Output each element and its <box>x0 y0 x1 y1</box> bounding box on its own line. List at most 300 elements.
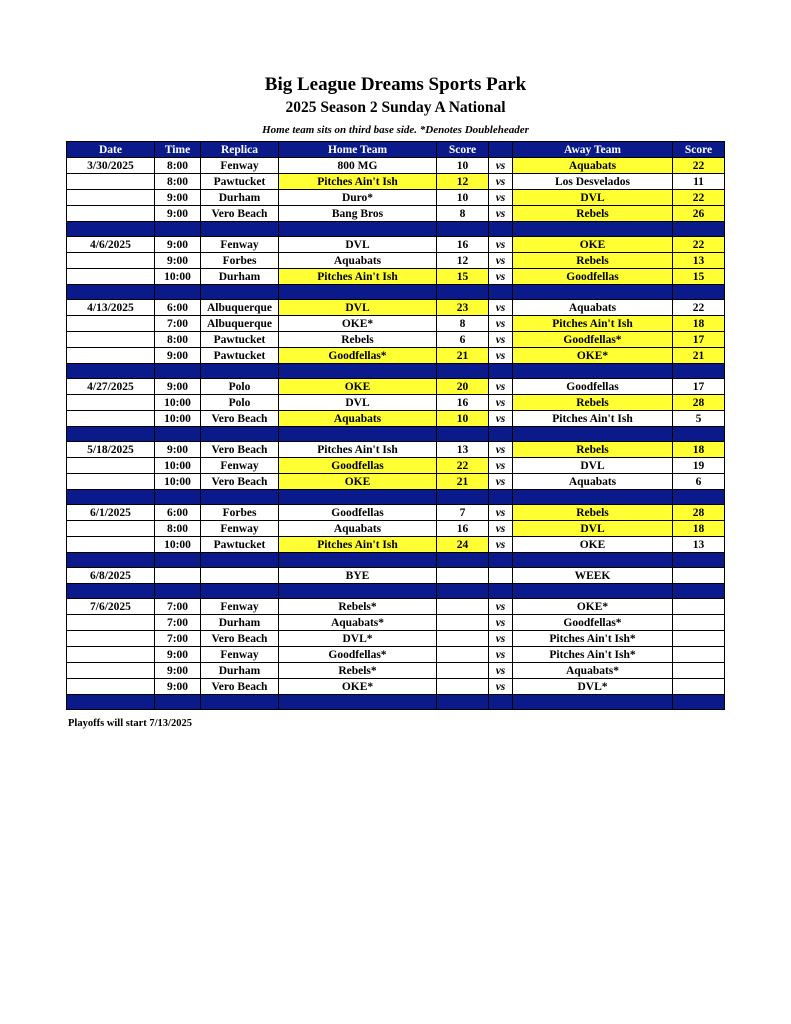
home-score: 7 <box>437 505 489 521</box>
away-score: 15 <box>673 269 725 285</box>
table-row <box>67 316 725 332</box>
away-score: 21 <box>673 348 725 364</box>
separator-cell <box>67 222 155 237</box>
home-score: 16 <box>437 237 489 253</box>
home-score: 16 <box>437 395 489 411</box>
away-team: Rebels <box>513 206 673 222</box>
separator-cell <box>155 695 201 710</box>
separator-cell <box>437 222 489 237</box>
home-team: Aquabats <box>279 521 437 537</box>
home-team: Goodfellas* <box>279 348 437 364</box>
separator-cell <box>201 695 279 710</box>
away-score <box>673 615 725 631</box>
away-team: OKE <box>513 537 673 553</box>
away-team: Aquabats <box>513 300 673 316</box>
home-team: BYE <box>279 568 437 584</box>
away-team: OKE* <box>513 599 673 615</box>
home-team: Aquabats <box>279 253 437 269</box>
vs-label: vs <box>489 505 513 521</box>
game-date <box>67 395 155 411</box>
home-team: Goodfellas* <box>279 647 437 663</box>
game-replica: Vero Beach <box>201 411 279 427</box>
table-row <box>67 379 725 395</box>
game-time <box>155 568 201 584</box>
away-team: DVL* <box>513 679 673 695</box>
home-team: OKE <box>279 474 437 490</box>
game-replica: Vero Beach <box>201 206 279 222</box>
home-team: Aquabats <box>279 411 437 427</box>
home-score <box>437 599 489 615</box>
separator-cell <box>513 364 673 379</box>
away-score: 18 <box>673 316 725 332</box>
home-score: 20 <box>437 379 489 395</box>
table-row <box>67 474 725 490</box>
vs-label: vs <box>489 269 513 285</box>
table-row <box>67 568 725 584</box>
away-team: Pitches Ain't Ish* <box>513 631 673 647</box>
away-team: Rebels <box>513 442 673 458</box>
game-date <box>67 458 155 474</box>
vs-label: vs <box>489 411 513 427</box>
away-team: WEEK <box>513 568 673 584</box>
home-score: 21 <box>437 474 489 490</box>
home-score: 12 <box>437 174 489 190</box>
separator-cell <box>489 553 513 568</box>
game-time: 10:00 <box>155 411 201 427</box>
vs-label: vs <box>489 647 513 663</box>
home-team: Pitches Ain't Ish <box>279 269 437 285</box>
separator-cell <box>673 222 725 237</box>
separator-cell <box>513 427 673 442</box>
separator-cell <box>155 222 201 237</box>
away-team: Aquabats* <box>513 663 673 679</box>
table-row <box>67 663 725 679</box>
table-row <box>67 348 725 364</box>
game-date <box>67 269 155 285</box>
week-separator <box>67 584 725 599</box>
home-score <box>437 568 489 584</box>
separator-cell <box>673 285 725 300</box>
game-time: 10:00 <box>155 269 201 285</box>
vs-label: vs <box>489 599 513 615</box>
week-separator <box>67 553 725 568</box>
away-team: Pitches Ain't Ish* <box>513 647 673 663</box>
game-replica: Durham <box>201 269 279 285</box>
game-replica: Fenway <box>201 158 279 174</box>
away-team: Rebels <box>513 253 673 269</box>
home-team: OKE* <box>279 316 437 332</box>
game-time: 8:00 <box>155 158 201 174</box>
vs-label: vs <box>489 206 513 222</box>
week-separator <box>67 285 725 300</box>
header-date: Date <box>67 142 155 158</box>
away-team: Aquabats <box>513 474 673 490</box>
home-team: DVL <box>279 237 437 253</box>
game-time: 9:00 <box>155 237 201 253</box>
game-date <box>67 631 155 647</box>
vs-label: vs <box>489 348 513 364</box>
page-title: Big League Dreams Sports Park <box>264 74 527 95</box>
separator-cell <box>437 553 489 568</box>
game-date <box>67 174 155 190</box>
table-row <box>67 253 725 269</box>
away-score: 28 <box>673 395 725 411</box>
game-replica: Albuquerque <box>201 300 279 316</box>
away-score: 13 <box>673 253 725 269</box>
game-time: 9:00 <box>155 253 201 269</box>
separator-cell <box>67 490 155 505</box>
away-score: 28 <box>673 505 725 521</box>
vs-label: vs <box>489 253 513 269</box>
separator-cell <box>513 285 673 300</box>
home-score: 12 <box>437 253 489 269</box>
header-home-score: Score <box>437 142 489 158</box>
home-team: Rebels* <box>279 663 437 679</box>
separator-cell <box>201 285 279 300</box>
game-time: 7:00 <box>155 615 201 631</box>
separator-cell <box>67 584 155 599</box>
away-team: Los Desvelados <box>513 174 673 190</box>
game-replica: Vero Beach <box>201 631 279 647</box>
week-separator <box>67 427 725 442</box>
home-team: Rebels* <box>279 599 437 615</box>
separator-cell <box>673 364 725 379</box>
separator-cell <box>279 364 437 379</box>
separator-cell <box>673 553 725 568</box>
away-team: DVL <box>513 458 673 474</box>
game-time: 7:00 <box>155 316 201 332</box>
separator-cell <box>437 427 489 442</box>
vs-label: vs <box>489 395 513 411</box>
separator-cell <box>437 490 489 505</box>
home-score <box>437 615 489 631</box>
away-score: 18 <box>673 442 725 458</box>
separator-cell <box>279 553 437 568</box>
home-team: Rebels <box>279 332 437 348</box>
separator-cell <box>673 695 725 710</box>
home-team: Goodfellas <box>279 505 437 521</box>
game-date <box>67 537 155 553</box>
game-time: 8:00 <box>155 521 201 537</box>
table-row <box>67 521 725 537</box>
vs-label: vs <box>489 679 513 695</box>
home-team: Goodfellas <box>279 458 437 474</box>
away-score <box>673 599 725 615</box>
vs-label: vs <box>489 521 513 537</box>
away-score: 6 <box>673 474 725 490</box>
game-time: 9:00 <box>155 206 201 222</box>
week-separator <box>67 364 725 379</box>
separator-cell <box>489 222 513 237</box>
game-date <box>67 332 155 348</box>
game-time: 10:00 <box>155 474 201 490</box>
home-team: Duro* <box>279 190 437 206</box>
game-date: 5/18/2025 <box>67 442 155 458</box>
separator-cell <box>67 364 155 379</box>
away-team: Rebels <box>513 505 673 521</box>
table-row <box>67 395 725 411</box>
separator-cell <box>489 695 513 710</box>
game-date <box>67 348 155 364</box>
table-row <box>67 237 725 253</box>
game-time: 9:00 <box>155 679 201 695</box>
table-row <box>67 537 725 553</box>
separator-cell <box>279 490 437 505</box>
game-replica: Pawtucket <box>201 537 279 553</box>
game-time: 10:00 <box>155 458 201 474</box>
separator-cell <box>437 695 489 710</box>
home-score: 10 <box>437 190 489 206</box>
table-row <box>67 679 725 695</box>
vs-label: vs <box>489 442 513 458</box>
away-score: 13 <box>673 537 725 553</box>
separator-cell <box>201 584 279 599</box>
table-row <box>67 269 725 285</box>
game-date: 4/6/2025 <box>67 237 155 253</box>
separator-cell <box>279 222 437 237</box>
game-time: 8:00 <box>155 332 201 348</box>
home-score: 6 <box>437 332 489 348</box>
separator-cell <box>155 553 201 568</box>
home-team: Pitches Ain't Ish <box>279 174 437 190</box>
game-time: 9:00 <box>155 663 201 679</box>
game-date <box>67 206 155 222</box>
game-time: 9:00 <box>155 348 201 364</box>
separator-cell <box>437 285 489 300</box>
vs-label: vs <box>489 631 513 647</box>
away-score: 22 <box>673 237 725 253</box>
separator-cell <box>489 490 513 505</box>
game-date <box>67 474 155 490</box>
table-row <box>67 190 725 206</box>
home-score: 15 <box>437 269 489 285</box>
table-row <box>67 615 725 631</box>
table-row <box>67 458 725 474</box>
table-header-row <box>67 142 725 158</box>
game-date: 7/6/2025 <box>67 599 155 615</box>
home-team: Aquabats* <box>279 615 437 631</box>
away-score: 17 <box>673 379 725 395</box>
home-team: OKE* <box>279 679 437 695</box>
separator-cell <box>489 584 513 599</box>
header-away-team: Away Team <box>513 142 673 158</box>
away-team: DVL <box>513 190 673 206</box>
home-team: Pitches Ain't Ish <box>279 442 437 458</box>
separator-cell <box>513 584 673 599</box>
game-date: 6/8/2025 <box>67 568 155 584</box>
separator-cell <box>155 427 201 442</box>
away-score <box>673 647 725 663</box>
away-team: Pitches Ain't Ish <box>513 316 673 332</box>
separator-cell <box>279 695 437 710</box>
away-score <box>673 663 725 679</box>
game-replica <box>201 568 279 584</box>
game-date <box>67 615 155 631</box>
away-score: 5 <box>673 411 725 427</box>
away-score: 22 <box>673 300 725 316</box>
vs-label: vs <box>489 663 513 679</box>
header-vs <box>489 142 513 158</box>
home-score: 16 <box>437 521 489 537</box>
away-team: Goodfellas <box>513 269 673 285</box>
away-team: OKE <box>513 237 673 253</box>
game-replica: Durham <box>201 190 279 206</box>
game-date <box>67 647 155 663</box>
vs-label: vs <box>489 332 513 348</box>
home-team: 800 MG <box>279 158 437 174</box>
game-time: 10:00 <box>155 395 201 411</box>
away-team: Aquabats <box>513 158 673 174</box>
game-replica: Forbes <box>201 253 279 269</box>
game-time: 7:00 <box>155 599 201 615</box>
separator-cell <box>201 222 279 237</box>
home-team: Bang Bros <box>279 206 437 222</box>
separator-cell <box>67 695 155 710</box>
away-team: Goodfellas <box>513 379 673 395</box>
separator-cell <box>201 364 279 379</box>
vs-label: vs <box>489 316 513 332</box>
vs-label: vs <box>489 537 513 553</box>
game-date: 4/13/2025 <box>67 300 155 316</box>
week-separator <box>67 695 725 710</box>
vs-label <box>489 568 513 584</box>
game-date <box>67 316 155 332</box>
game-replica: Fenway <box>201 458 279 474</box>
game-replica: Fenway <box>201 599 279 615</box>
game-time: 9:00 <box>155 379 201 395</box>
vs-label: vs <box>489 158 513 174</box>
schedule-table <box>66 141 725 710</box>
game-time: 9:00 <box>155 442 201 458</box>
home-score: 24 <box>437 537 489 553</box>
game-replica: Vero Beach <box>201 474 279 490</box>
table-row <box>67 174 725 190</box>
away-score <box>673 631 725 647</box>
table-row <box>67 505 725 521</box>
away-team: Goodfellas* <box>513 615 673 631</box>
game-replica: Vero Beach <box>201 679 279 695</box>
header-replica: Replica <box>201 142 279 158</box>
game-replica: Polo <box>201 379 279 395</box>
home-score: 8 <box>437 206 489 222</box>
game-time: 6:00 <box>155 300 201 316</box>
home-score <box>437 679 489 695</box>
home-team: DVL <box>279 300 437 316</box>
game-replica: Durham <box>201 663 279 679</box>
game-date: 4/27/2025 <box>67 379 155 395</box>
game-date <box>67 663 155 679</box>
separator-cell <box>489 285 513 300</box>
separator-cell <box>201 553 279 568</box>
header-away-score: Score <box>673 142 725 158</box>
game-date <box>67 521 155 537</box>
game-date: 6/1/2025 <box>67 505 155 521</box>
separator-cell <box>67 427 155 442</box>
playoffs-note: Playoffs will start 7/13/2025 <box>68 718 192 729</box>
home-score: 21 <box>437 348 489 364</box>
header-time: Time <box>155 142 201 158</box>
away-team: OKE* <box>513 348 673 364</box>
away-team: Pitches Ain't Ish <box>513 411 673 427</box>
home-team: Pitches Ain't Ish <box>279 537 437 553</box>
game-time: 7:00 <box>155 631 201 647</box>
away-score <box>673 679 725 695</box>
separator-cell <box>437 364 489 379</box>
away-score: 19 <box>673 458 725 474</box>
table-row <box>67 300 725 316</box>
page-subtitle: 2025 Season 2 Sunday A National <box>285 99 506 116</box>
vs-label: vs <box>489 474 513 490</box>
separator-cell <box>201 490 279 505</box>
away-score <box>673 568 725 584</box>
away-score: 11 <box>673 174 725 190</box>
away-score: 22 <box>673 158 725 174</box>
table-row <box>67 411 725 427</box>
separator-cell <box>201 427 279 442</box>
game-time: 10:00 <box>155 537 201 553</box>
separator-cell <box>513 490 673 505</box>
vs-label: vs <box>489 300 513 316</box>
table-row <box>67 599 725 615</box>
game-time: 9:00 <box>155 190 201 206</box>
away-team: Goodfellas* <box>513 332 673 348</box>
separator-cell <box>489 427 513 442</box>
home-score: 10 <box>437 411 489 427</box>
vs-label: vs <box>489 379 513 395</box>
game-date <box>67 411 155 427</box>
week-separator <box>67 490 725 505</box>
separator-cell <box>155 364 201 379</box>
away-team: DVL <box>513 521 673 537</box>
home-score: 8 <box>437 316 489 332</box>
separator-cell <box>67 285 155 300</box>
doubleheader-note: Home team sits on third base side. *Denotes Doubleheader <box>262 124 529 136</box>
separator-cell <box>67 553 155 568</box>
separator-cell <box>673 490 725 505</box>
separator-cell <box>279 285 437 300</box>
game-replica: Pawtucket <box>201 174 279 190</box>
game-date <box>67 190 155 206</box>
game-replica: Fenway <box>201 237 279 253</box>
away-score: 22 <box>673 190 725 206</box>
away-score: 17 <box>673 332 725 348</box>
separator-cell <box>513 695 673 710</box>
vs-label: vs <box>489 615 513 631</box>
game-replica: Polo <box>201 395 279 411</box>
home-score <box>437 663 489 679</box>
home-score: 22 <box>437 458 489 474</box>
header-home-team: Home Team <box>279 142 437 158</box>
game-date: 3/30/2025 <box>67 158 155 174</box>
week-separator <box>67 222 725 237</box>
home-score <box>437 647 489 663</box>
separator-cell <box>513 553 673 568</box>
game-replica: Pawtucket <box>201 332 279 348</box>
game-replica: Fenway <box>201 521 279 537</box>
away-score: 26 <box>673 206 725 222</box>
table-row <box>67 647 725 663</box>
vs-label: vs <box>489 190 513 206</box>
separator-cell <box>673 427 725 442</box>
home-score: 10 <box>437 158 489 174</box>
table-row <box>67 158 725 174</box>
vs-label: vs <box>489 237 513 253</box>
separator-cell <box>489 364 513 379</box>
away-team: Rebels <box>513 395 673 411</box>
table-row <box>67 332 725 348</box>
game-date <box>67 679 155 695</box>
home-score <box>437 631 489 647</box>
